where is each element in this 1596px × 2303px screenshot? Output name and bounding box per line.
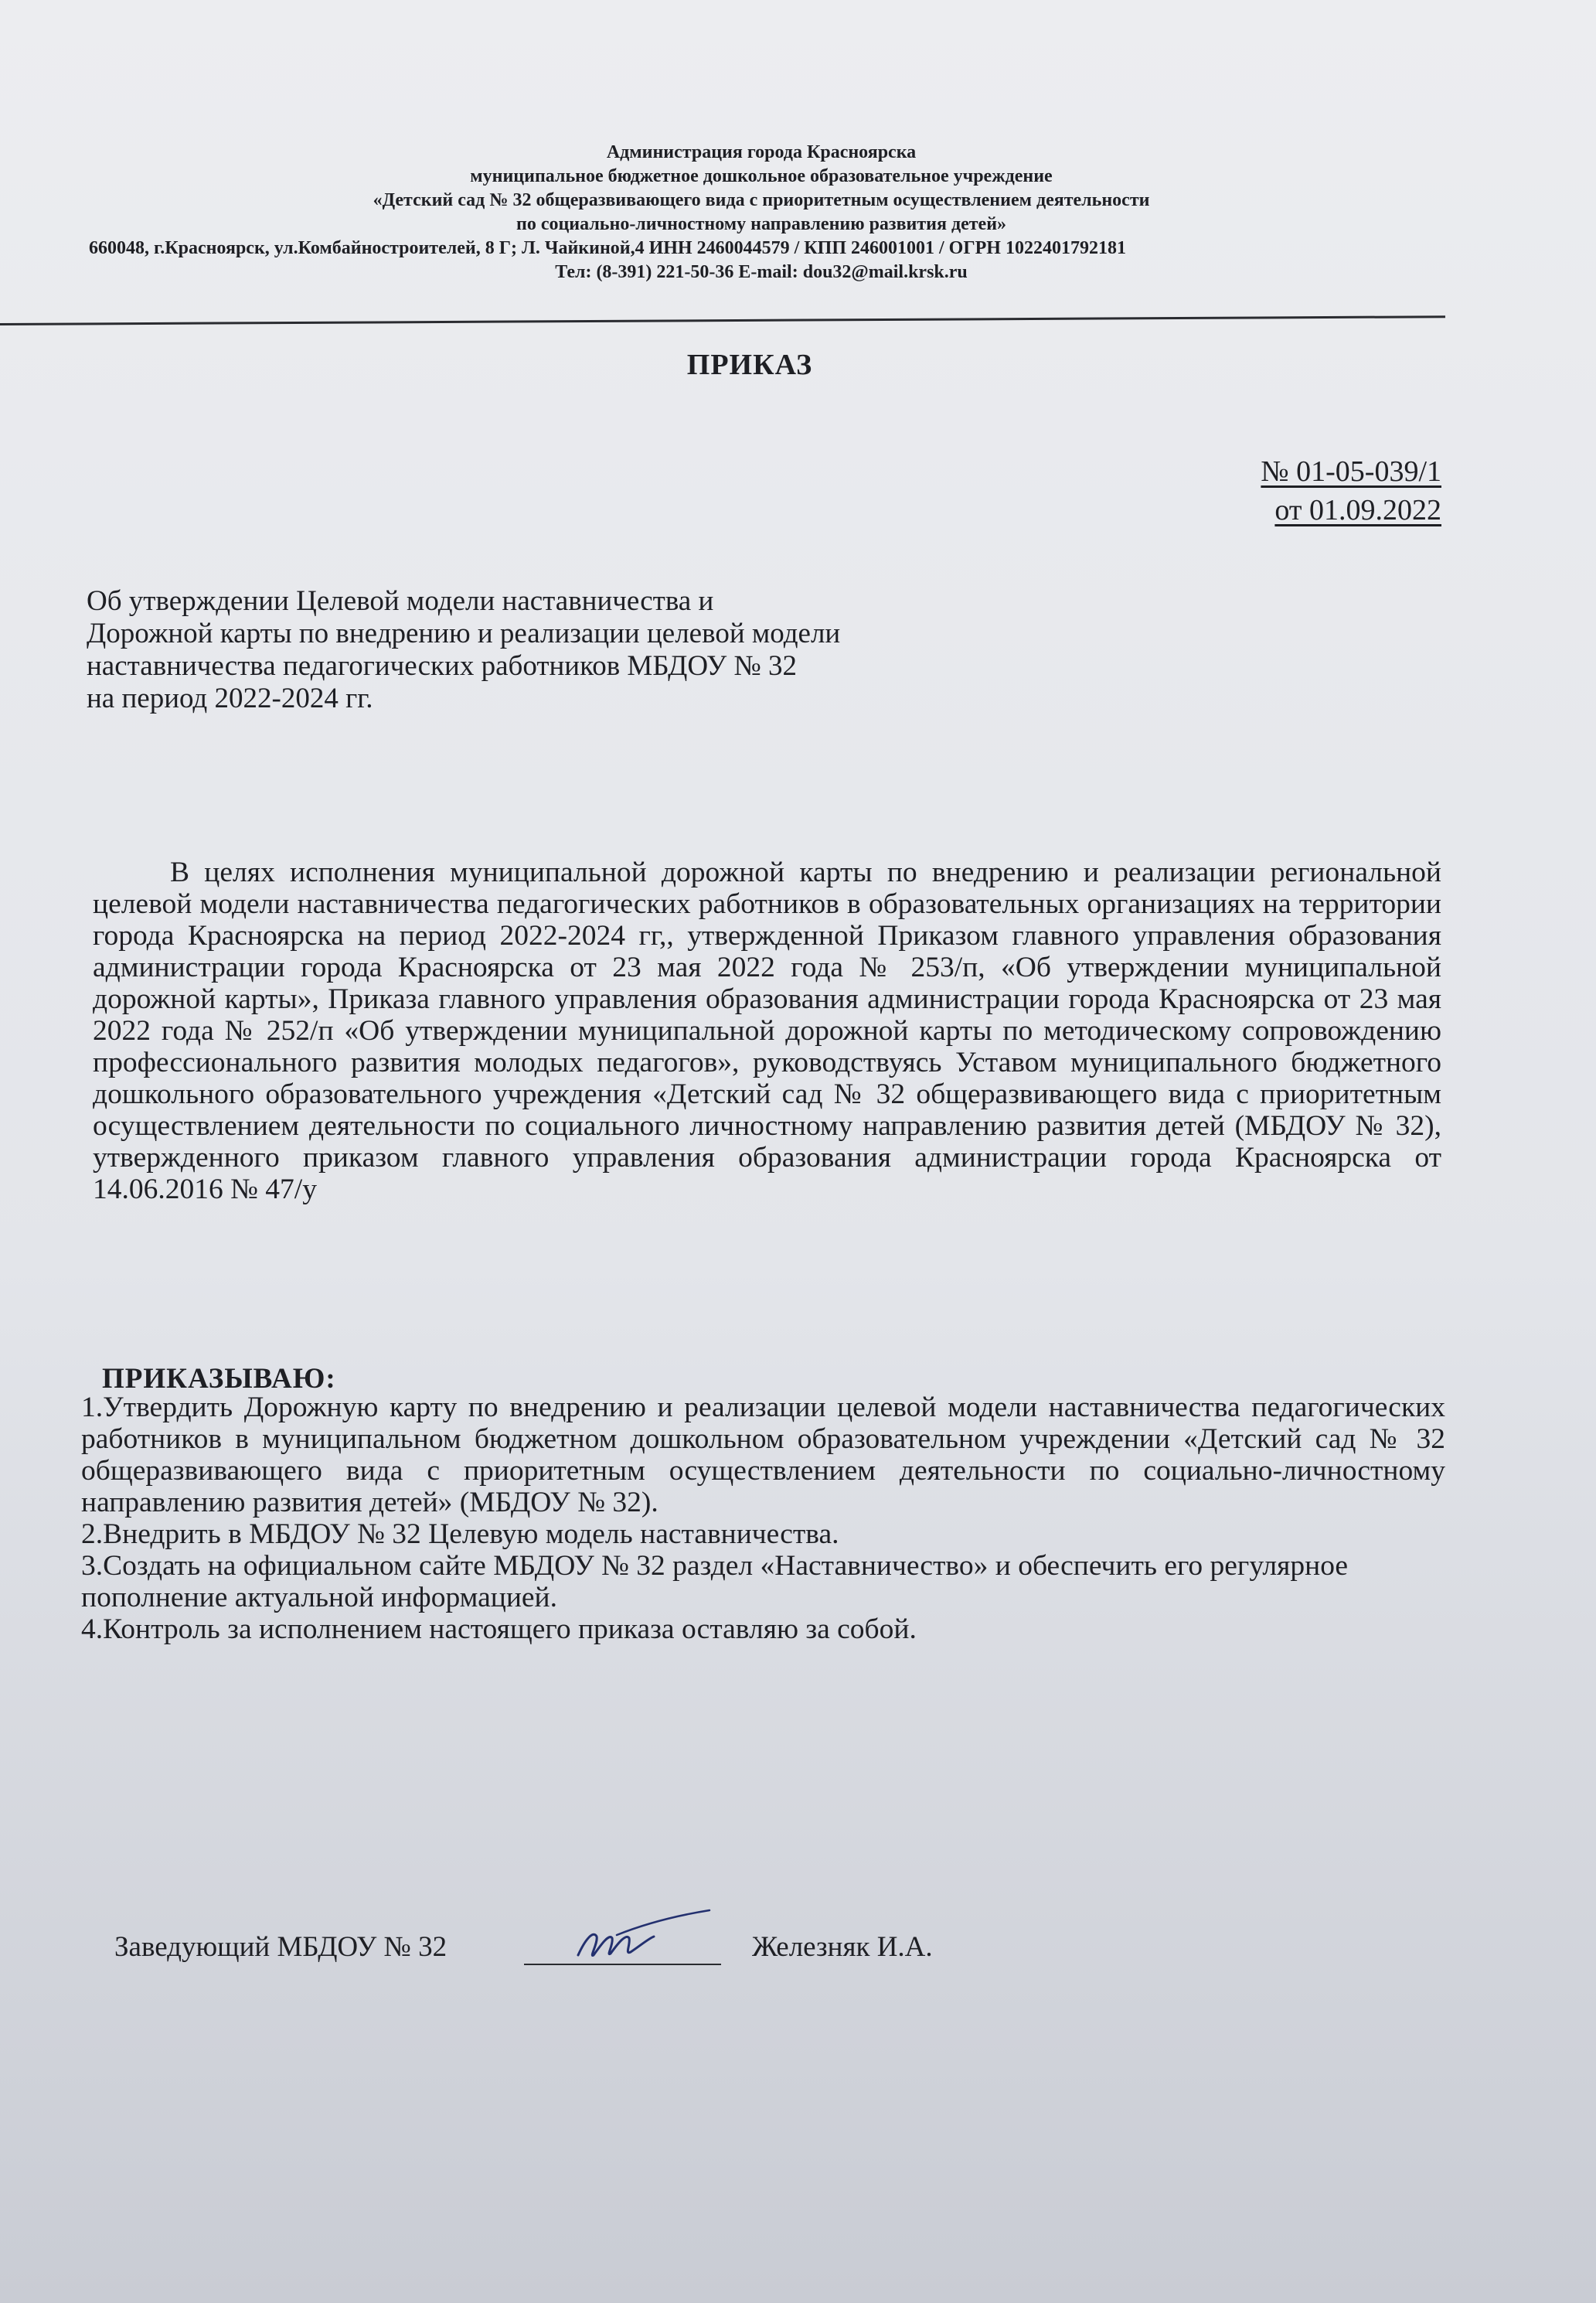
subject-line: Дорожной карты по внедрению и реализации целевой модели — [87, 618, 841, 649]
letterhead-line-kindergarten: «Детский сад № 32 общеразвивающего вида с приоритетным осуществлением деятельности — [373, 190, 1150, 210]
subject-line: Об утверждении Целевой модели наставничества и — [87, 585, 714, 617]
signatory-name: Железняк И.А. — [752, 1931, 933, 1963]
order-items-list — [81, 1392, 1445, 1645]
subject-line: на период 2022-2024 гг. — [87, 683, 373, 714]
signature-line — [524, 1964, 721, 1965]
letterhead-divider — [0, 315, 1445, 325]
letterhead-address: 660048, г.Красноярск, ул.Комбайностроителей, 8 Г; Л. Чайкиной,4 ИНН 2460044579 / КПП 246001001 / ОГРН 1022401792181 — [89, 238, 1126, 258]
order-subject — [87, 585, 1091, 715]
order-item: 3.Создать на официальном сайте МБДОУ № 32 раздел «Наставничество» и обеспечить его регулярное пополнение актуальной информацией. — [81, 1550, 1349, 1613]
document-title: ПРИКАЗ — [686, 349, 813, 381]
letterhead-line-institution: муниципальное бюджетное дошкольное образовательное учреждение — [470, 166, 1053, 186]
letterhead — [77, 141, 1445, 284]
handwritten-signature — [563, 1907, 717, 1969]
order-item: 1.Утвердить Дорожную карту по внедрению и реализации целевой модели наставничества педагогических работников в муниципальном бюджетном дошкольном образовательном учреждении «Детский сад № 32 общеразвивающего вида с приоритетным осуществлением деятельности по социально-личностному направлению развития детей» (МБДОУ № 32). — [81, 1392, 1445, 1518]
order-item: 2.Внедрить в МБДОУ № 32 Целевую модель наставничества. — [81, 1518, 839, 1550]
letterhead-line-administration: Администрация города Красноярска — [606, 142, 917, 162]
order-item: 4.Контроль за исполнением настоящего приказа оставляю за собой. — [81, 1613, 917, 1645]
signatory-role: Заведующий МБДОУ № 32 — [114, 1931, 447, 1963]
order-directive-heading: ПРИКАЗЫВАЮ: — [102, 1363, 336, 1395]
letterhead-contacts: Тел: (8-391) 221-50-36 E-mail: dou32@mail.krsk.ru — [555, 262, 968, 282]
order-number: № 01-05-039/1 — [1261, 455, 1441, 488]
preamble-paragraph: В целях исполнения муниципальной дорожной карты по внедрению и реализации региональной целевой модели наставничества педагогических работников в образовательных организациях на территории города Красноярска на период 2022-2024 гг,, утвержденной Приказом главного управления образования администрации города Красноярска от 23 мая 2022 года № 253/п, «Об утверждении муниципальной дорожной карты», Приказа главного управления образования администрации города Красноярска от 23 мая 2022 года № 252/п «Об утверждении муниципальной дорожной карты по методическому сопровождению профессионального развития молодых педагогов», руководствуясь Уставом муниципального бюджетного дошкольного образовательного учреждения «Детский сад № 32 общеразвивающего вида с приоритетным осуществлением деятельности по социального личностному направлению развития детей (МБДОУ № 32), утвержденного приказом главного управления образования администрации города Красноярска от 14.06.2016 № 47/у — [93, 857, 1441, 1205]
subject-line: наставничества педагогических работников МБДОУ № 32 — [87, 650, 798, 682]
letterhead-line-direction: по социально-личностному направлению развития детей» — [516, 214, 1007, 234]
order-date: от 01.09.2022 — [1274, 494, 1441, 526]
order-reference — [1261, 452, 1441, 530]
